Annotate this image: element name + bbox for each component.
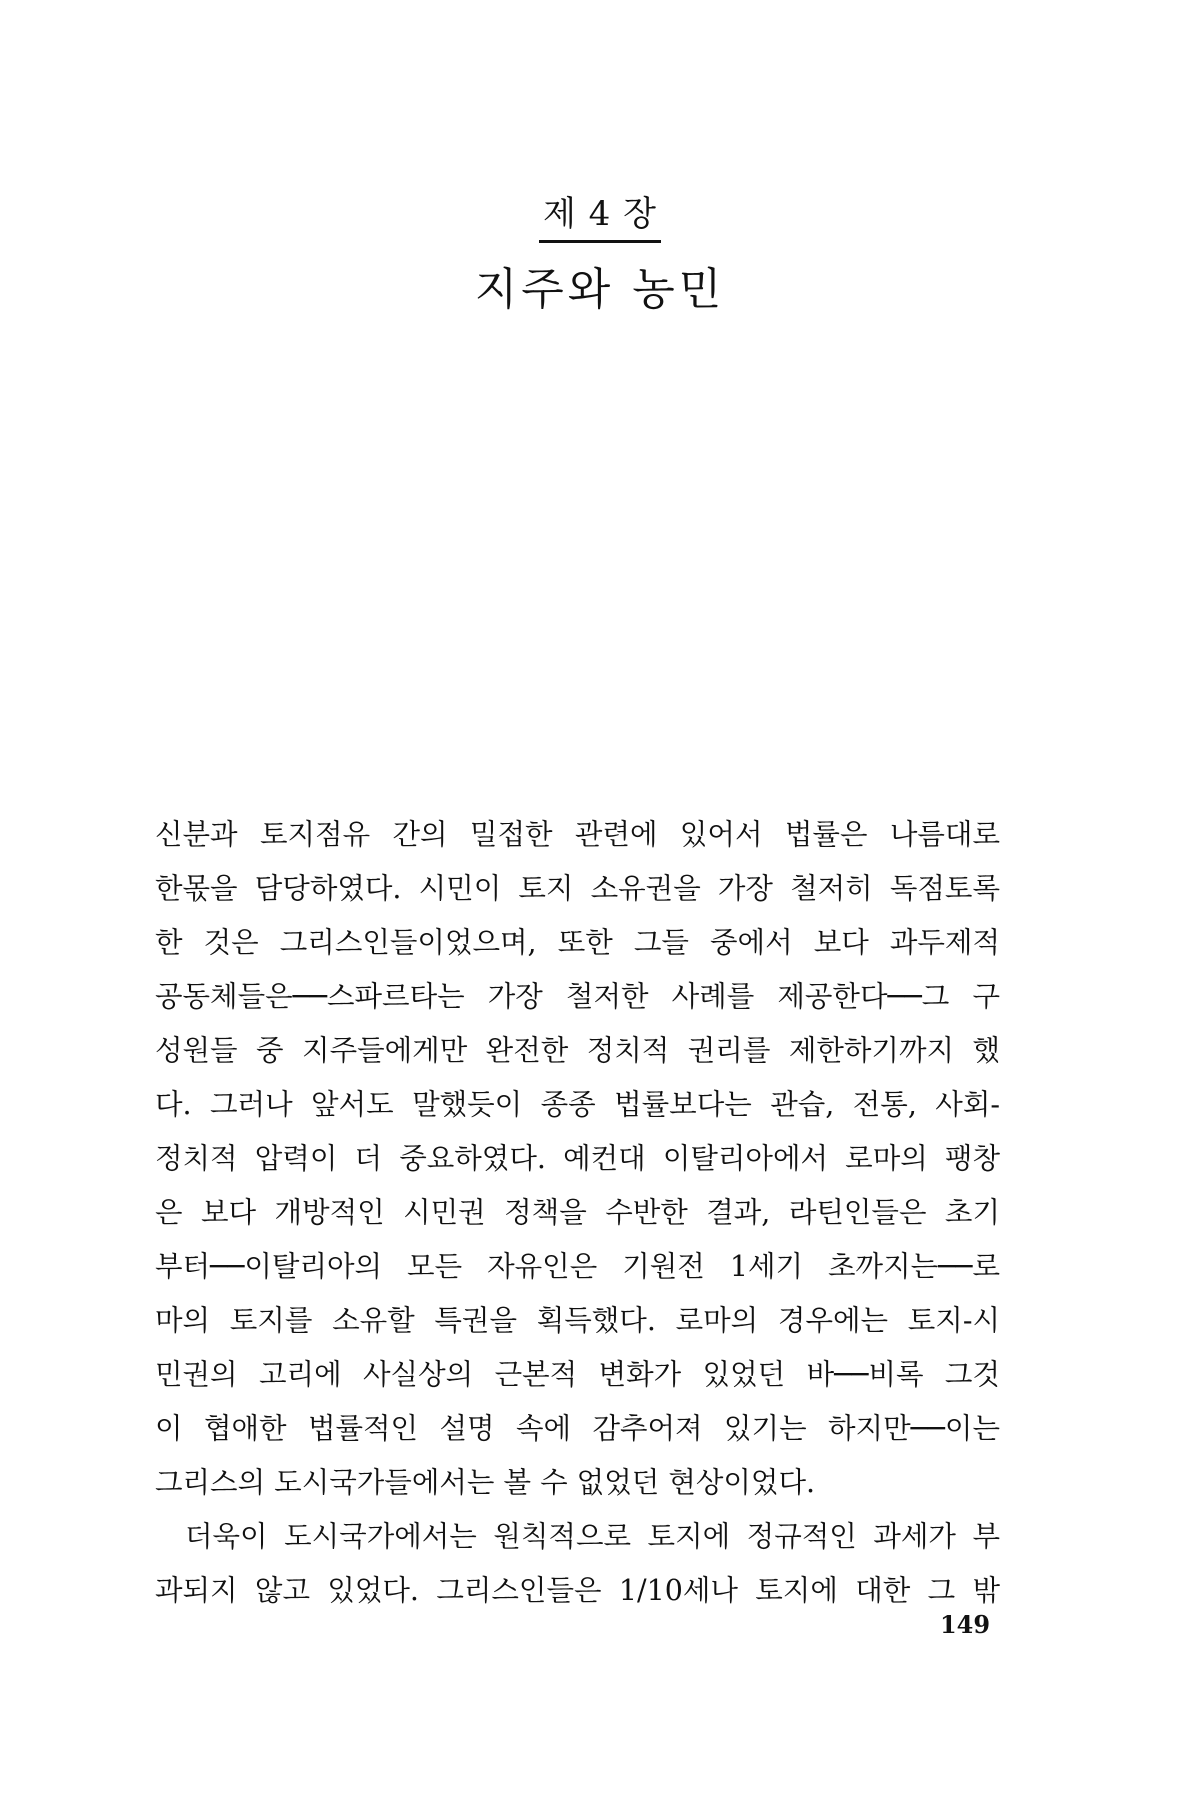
text-line: 한몫을 담당하였다. 시민이 토지 소유권을 가장 철저히 독점토록	[155, 872, 1000, 905]
text-line: 정치적 압력이 더 중요하였다. 예컨대 이탈리아에서 로마의 팽창	[155, 1142, 1000, 1175]
body-text	[155, 808, 1000, 1618]
text-line: 이 협애한 법률적인 설명 속에 감추어져 있기는 하지만──이는	[155, 1412, 1000, 1445]
text-line: 민권의 고리에 사실상의 근본적 변화가 있었던 바──비록 그것	[155, 1358, 1000, 1391]
text-line: 다. 그러나 앞서도 말했듯이 종종 법률보다는 관습, 전통, 사회-	[155, 1088, 1000, 1121]
text-line: 공동체들은──스파르타는 가장 철저한 사례를 제공한다──그 구	[155, 980, 1000, 1013]
text-line: 성원들 중 지주들에게만 완전한 정치적 권리를 제한하기까지 했	[155, 1034, 1000, 1067]
text-line: 한 것은 그리스인들이었으며, 또한 그들 중에서 보다 과두제적	[155, 926, 1000, 959]
text-line: 신분과 토지점유 간의 밀접한 관련에 있어서 법률은 나름대로	[155, 818, 1000, 851]
chapter-title: 지주와 농민	[474, 264, 726, 315]
text-line: 은 보다 개방적인 시민권 정책을 수반한 결과, 라틴인들은 초기	[155, 1196, 1000, 1229]
chapter-label	[0, 192, 1200, 243]
text-line: 과되지 않고 있었다. 그리스인들은 1/10세나 토지에 대한 그 밖	[155, 1574, 1000, 1607]
page-number: 149	[939, 1610, 991, 1639]
chapter-number: 제 4 장	[539, 192, 661, 243]
text-line: 마의 토지를 소유할 특권을 획득했다. 로마의 경우에는 토지-시	[155, 1304, 1000, 1337]
text-line: 더욱이 도시국가에서는 원칙적으로 토지에 정규적인 과세가 부	[185, 1520, 1000, 1553]
text-line: 그리스의 도시국가들에서는 볼 수 없었던 현상이었다.	[155, 1466, 816, 1499]
text-line: 부터──이탈리아의 모든 자유인은 기원전 1세기 초까지는──로	[155, 1250, 1000, 1283]
